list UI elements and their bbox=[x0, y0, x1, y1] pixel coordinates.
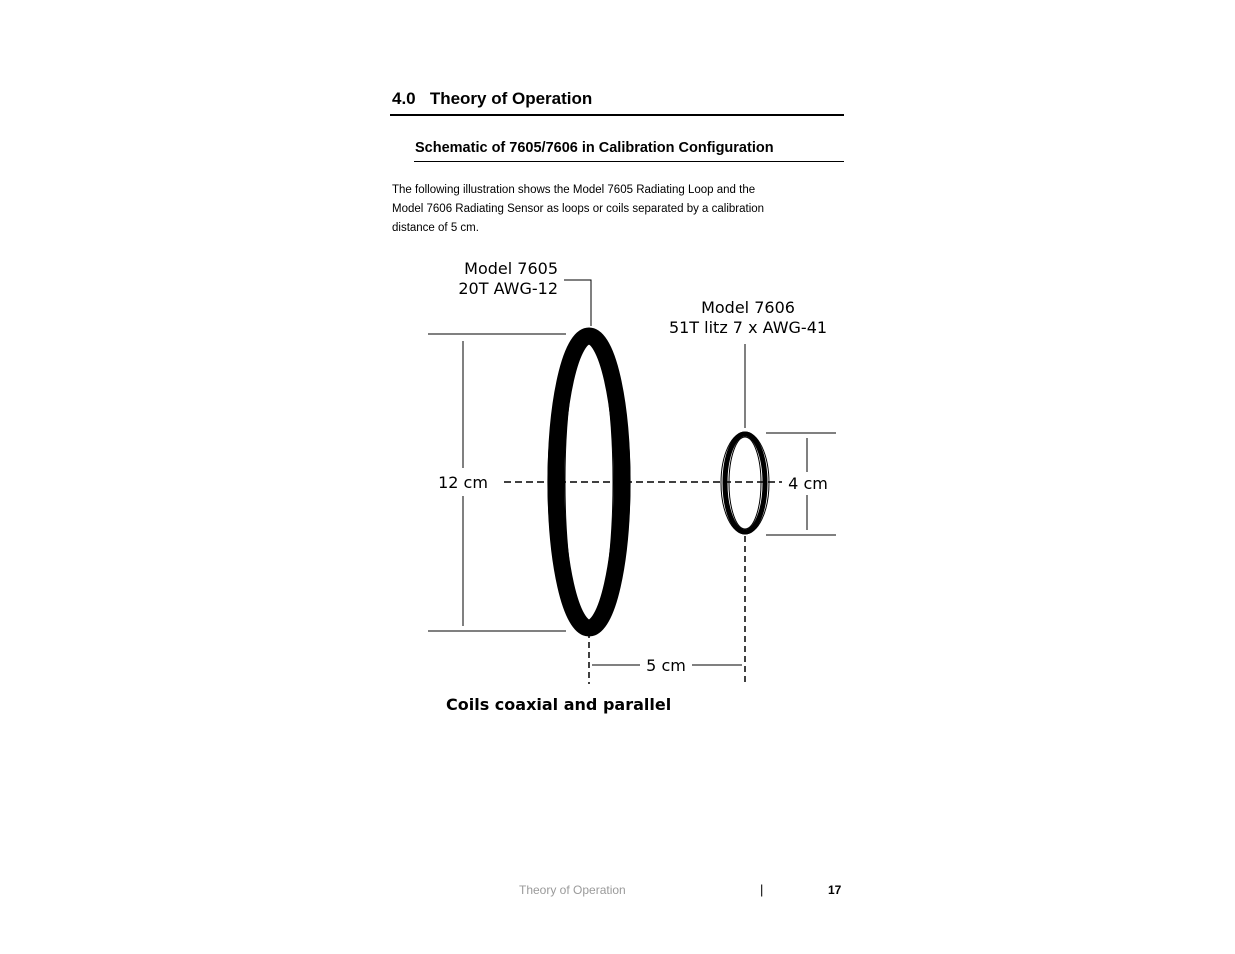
figure-caption: Coils coaxial and parallel bbox=[446, 695, 672, 714]
paragraph-line: distance of 5 cm. bbox=[392, 222, 479, 234]
small-sensor-coil bbox=[721, 432, 769, 534]
loop-model-label: Model 7605 bbox=[464, 259, 558, 278]
footer-separator: | bbox=[760, 882, 764, 897]
section-title: Theory of Operation bbox=[429, 89, 593, 108]
loop-leader-line bbox=[564, 280, 591, 326]
section-number: 4.0 bbox=[392, 89, 416, 108]
sensor-model-label: Model 7606 bbox=[701, 298, 795, 317]
subsection-heading: Schematic of 7605/7606 in Calibration Configuration bbox=[415, 140, 774, 156]
page-number: 17 bbox=[828, 883, 842, 897]
paragraph-line: The following illustration shows the Model 7605 Radiating Loop and the bbox=[392, 184, 756, 196]
loop-diameter-label: 12 cm bbox=[438, 473, 488, 492]
sensor-spec-label: 51T litz 7 x AWG-41 bbox=[668, 318, 828, 337]
separation-label: 5 cm bbox=[646, 656, 686, 675]
footer-section-title: Theory of Operation bbox=[519, 883, 626, 897]
loop-spec-label: 20T AWG-12 bbox=[458, 279, 558, 298]
sensor-diameter-label: 4 cm bbox=[788, 474, 828, 493]
paragraph-line: Model 7606 Radiating Sensor as loops or coils separated by a calibration bbox=[392, 203, 765, 215]
large-loop-coil bbox=[548, 334, 630, 630]
